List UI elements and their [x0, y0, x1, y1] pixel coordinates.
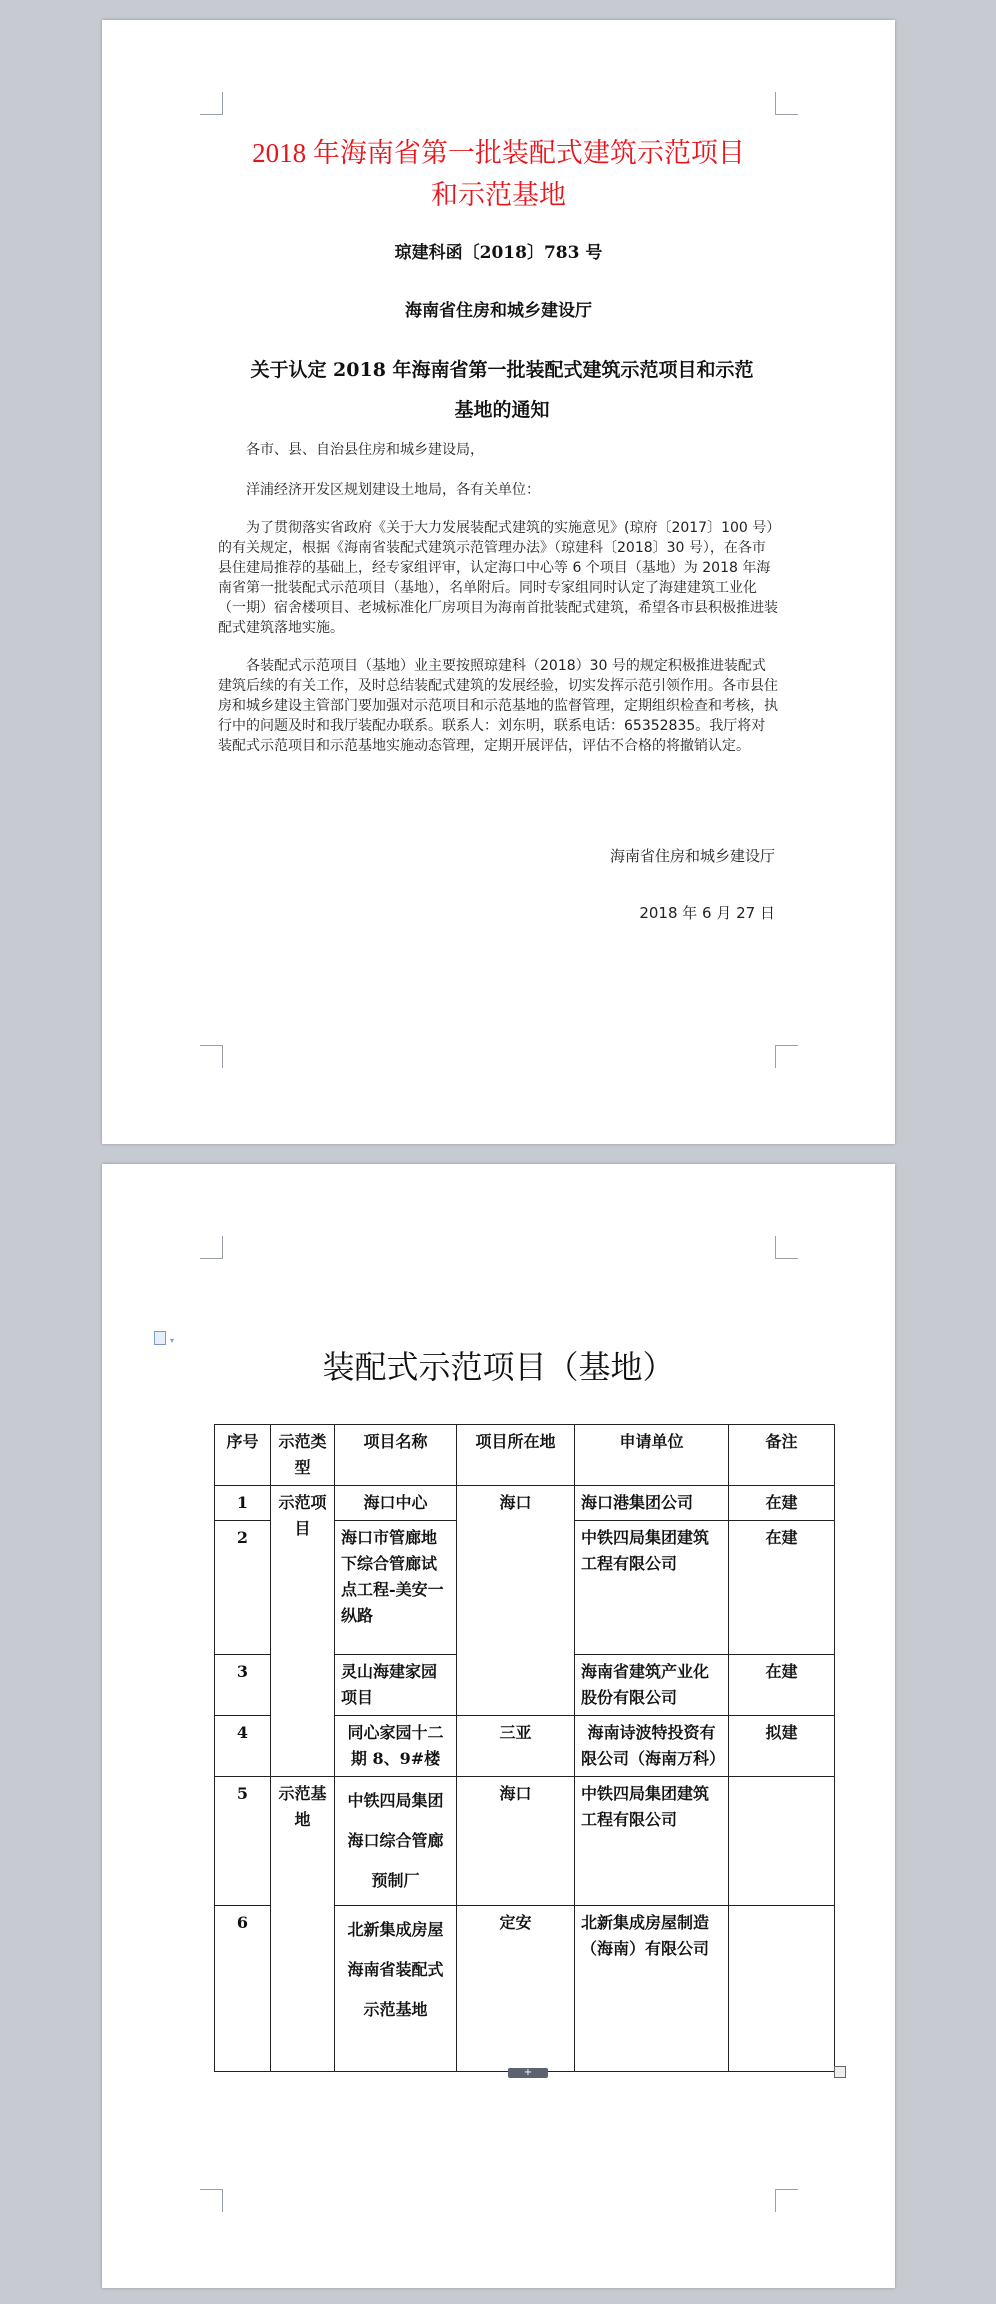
cell-location: 海口 — [457, 1486, 575, 1716]
cell-type-group-2: 示范基地 — [271, 1777, 335, 2072]
cell-name: 同心家园十二期 8、9#楼 — [335, 1716, 457, 1777]
cell-applicant: 海南诗波特投资有限公司（海南万科） — [575, 1716, 729, 1777]
table-header-row — [215, 1425, 835, 1486]
margin-corner-mark — [775, 1045, 798, 1068]
margin-corner-mark — [775, 92, 798, 115]
cell-name: 北新集成房屋海南省装配式示范基地 — [335, 1906, 457, 2072]
addressee-line-1: 各市、县、自治县住房和城乡建设局， — [246, 442, 484, 458]
margin-corner-mark — [200, 92, 223, 115]
margin-corner-mark — [200, 1045, 223, 1068]
body-paragraph-1: 为了贯彻落实省政府《关于大力发展装配式建筑的实施意见》(琼府〔2017〕100 号）的有关规定，根据《海南省装配式建筑示范管理办法》（琼建科〔2018〕30 号），在各市县住建局推荐的基础上，经专家组评审，认定海口中心等 6 个项目（基地）为 2018 年海南省第一批装配式示范项目（基地），名单附后。同时专家组同时认定了海建建筑工业化（一期）宿舍楼项目、老城标准化厂房项目为海南首批装配式建筑，希望各市县积极推进装配式建筑落地实施。 — [218, 520, 778, 636]
cell-location: 定安 — [457, 1906, 575, 2072]
red-title-line-1: 2018 年海南省第一批装配式建筑示范项目 — [252, 138, 745, 168]
cell-name: 中铁四局集团海口综合管廊预制厂 — [335, 1777, 457, 1906]
cell-applicant: 中铁四局集团建筑工程有限公司 — [575, 1521, 729, 1655]
cell-no: 5 — [215, 1777, 271, 1906]
cell-no: 4 — [215, 1716, 271, 1777]
dropdown-arrow-icon[interactable]: ▾ — [170, 1336, 175, 1345]
cell-no: 3 — [215, 1655, 271, 1716]
body-paragraph-2: 各装配式示范项目（基地）业主要按照琼建科（2018）30 号的规定积极推进装配式建筑后续的有关工作，及时总结装配式建筑的发展经验，切实发挥示范引领作用。各市县住房和城乡建设主管部门要加强对示范项目和示范基地的监督管理，定期组织检查和考核，执行中的问题及时和我厅装配办联系。联系人：刘东明，联系电话：65352835。我厅将对装配式示范项目和示范基地实施动态管理，定期开展评估，评估不合格的将撤销认定。 — [218, 658, 778, 754]
cell-applicant: 海南省建筑产业化股份有限公司 — [575, 1655, 729, 1716]
cell-no: 1 — [215, 1486, 271, 1521]
table-title: 装配式示范项目（基地） — [322, 1348, 675, 1386]
cell-remarks — [729, 1906, 835, 2072]
signature-date: 2018 年 6 月 27 日 — [639, 904, 775, 922]
cell-remarks — [729, 1777, 835, 1906]
document-page-2 — [102, 1164, 895, 2288]
red-title-line-2: 和示范基地 — [431, 180, 566, 210]
cell-name: 海口中心 — [335, 1486, 457, 1521]
margin-corner-mark — [200, 1236, 223, 1259]
cell-remarks: 在建 — [729, 1655, 835, 1716]
cell-remarks: 拟建 — [729, 1716, 835, 1777]
cell-no: 2 — [215, 1521, 271, 1655]
addressee-line-2: 洋浦经济开发区规划建设土地局，各有关单位： — [246, 482, 540, 498]
add-row-button[interactable]: + — [508, 2068, 548, 2078]
header-location: 项目所在地 — [457, 1425, 575, 1486]
cell-applicant: 中铁四局集团建筑工程有限公司 — [575, 1777, 729, 1906]
header-type: 示范类型 — [271, 1425, 335, 1486]
notice-title-line-1: 关于认定 2018 年海南省第一批装配式建筑示范项目和示范 — [250, 359, 754, 381]
cell-location: 三亚 — [457, 1716, 575, 1777]
cell-remarks: 在建 — [729, 1521, 835, 1655]
cell-type-group-1: 示范项目 — [271, 1486, 335, 1777]
table-resize-handle[interactable] — [834, 2066, 846, 2078]
header-name: 项目名称 — [335, 1425, 457, 1486]
header-remarks: 备注 — [729, 1425, 835, 1486]
cell-remarks: 在建 — [729, 1486, 835, 1521]
issuing-authority: 海南省住房和城乡建设厅 — [405, 301, 592, 321]
cell-applicant: 北新集成房屋制造（海南）有限公司 — [575, 1906, 729, 2072]
margin-corner-mark — [775, 1236, 798, 1259]
document-page-1 — [102, 20, 895, 1144]
header-no: 序号 — [215, 1425, 271, 1486]
cell-location: 海口 — [457, 1777, 575, 1906]
document-number: 琼建科函〔2018〕783 号 — [394, 243, 603, 263]
margin-corner-mark — [775, 2189, 798, 2212]
cell-applicant: 海口港集团公司 — [575, 1486, 729, 1521]
cell-no: 6 — [215, 1906, 271, 2072]
cell-name: 海口市管廊地下综合管廊试点工程-美安一纵路 — [335, 1521, 457, 1655]
table-row — [215, 1777, 835, 1906]
margin-corner-mark — [200, 2189, 223, 2212]
table-row — [215, 1486, 835, 1521]
notice-title-line-2: 基地的通知 — [454, 399, 550, 421]
cell-name: 灵山海建家园项目 — [335, 1655, 457, 1716]
signature-issuer: 海南省住房和城乡建设厅 — [609, 847, 775, 865]
projects-table — [214, 1424, 835, 2072]
header-applicant: 申请单位 — [575, 1425, 729, 1486]
